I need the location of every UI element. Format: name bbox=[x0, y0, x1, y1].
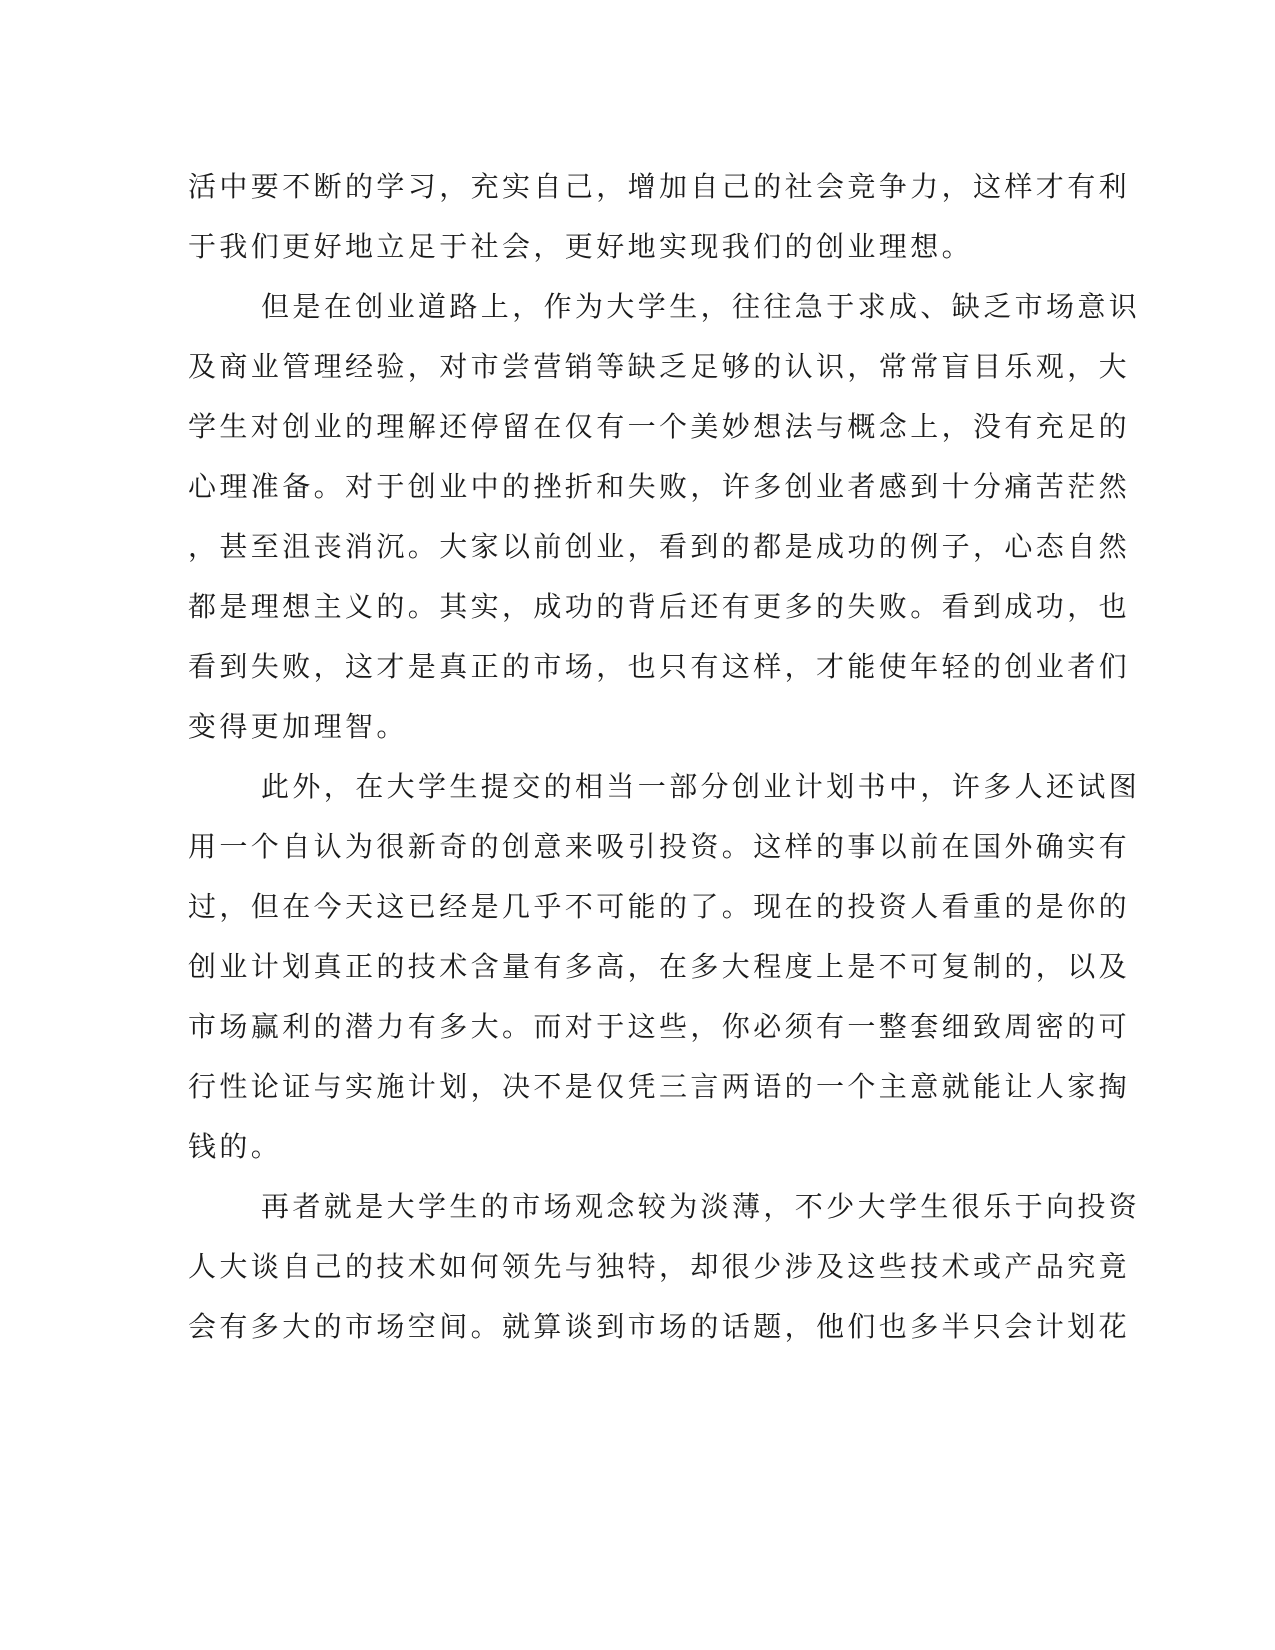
text-line: 心理准备。对于创业中的挫折和失败，许多创业者感到十分痛苦茫然 bbox=[188, 470, 1131, 503]
text-line: 会有多大的市场空间。就算谈到市场的话题，他们也多半只会计划花 bbox=[188, 1310, 1131, 1343]
paragraph-start-line: 但是在创业道路上，作为大学生，往往急于求成、缺乏市场意识 bbox=[261, 290, 1141, 323]
text-line: 用一个自认为很新奇的创意来吸引投资。这样的事以前在国外确实有 bbox=[188, 830, 1131, 863]
text-line: 行性论证与实施计划，决不是仅凭三言两语的一个主意就能让人家掏 bbox=[188, 1070, 1131, 1103]
text-line: 都是理想主义的。其实，成功的背后还有更多的失败。看到成功，也 bbox=[188, 590, 1131, 623]
text-line: 人大谈自己的技术如何领先与独特，却很少涉及这些技术或产品究竟 bbox=[188, 1250, 1131, 1283]
paragraph-start-line: 此外，在大学生提交的相当一部分创业计划书中，许多人还试图 bbox=[261, 770, 1141, 803]
text-line: 创业计划真正的技术含量有多高，在多大程度上是不可复制的，以及 bbox=[188, 950, 1131, 983]
text-line: 于我们更好地立足于社会，更好地实现我们的创业理想。 bbox=[188, 230, 974, 263]
text-line: 市场赢利的潜力有多大。而对于这些，你必须有一整套细致周密的可 bbox=[188, 1010, 1131, 1043]
text-line: 看到失败，这才是真正的市场，也只有这样，才能使年轻的创业者们 bbox=[188, 650, 1131, 683]
text-line: 活中要不断的学习，充实自己，增加自己的社会竞争力，这样才有利 bbox=[188, 170, 1131, 203]
text-line: 过，但在今天这已经是几乎不可能的了。现在的投资人看重的是你的 bbox=[188, 890, 1131, 923]
text-line: 钱的。 bbox=[188, 1130, 283, 1163]
text-line: 学生对创业的理解还停留在仅有一个美妙想法与概念上，没有充足的 bbox=[188, 410, 1131, 443]
text-line: ，甚至沮丧消沉。大家以前创业，看到的都是成功的例子，心态自然 bbox=[188, 530, 1131, 563]
text-line: 变得更加理智。 bbox=[188, 710, 408, 743]
body-text bbox=[188, 157, 1141, 1357]
text-line: 及商业管理经验，对市尝营销等缺乏足够的认识，常常盲目乐观，大 bbox=[188, 350, 1131, 383]
paragraph-start-line: 再者就是大学生的市场观念较为淡薄，不少大学生很乐于向投资 bbox=[261, 1190, 1141, 1223]
